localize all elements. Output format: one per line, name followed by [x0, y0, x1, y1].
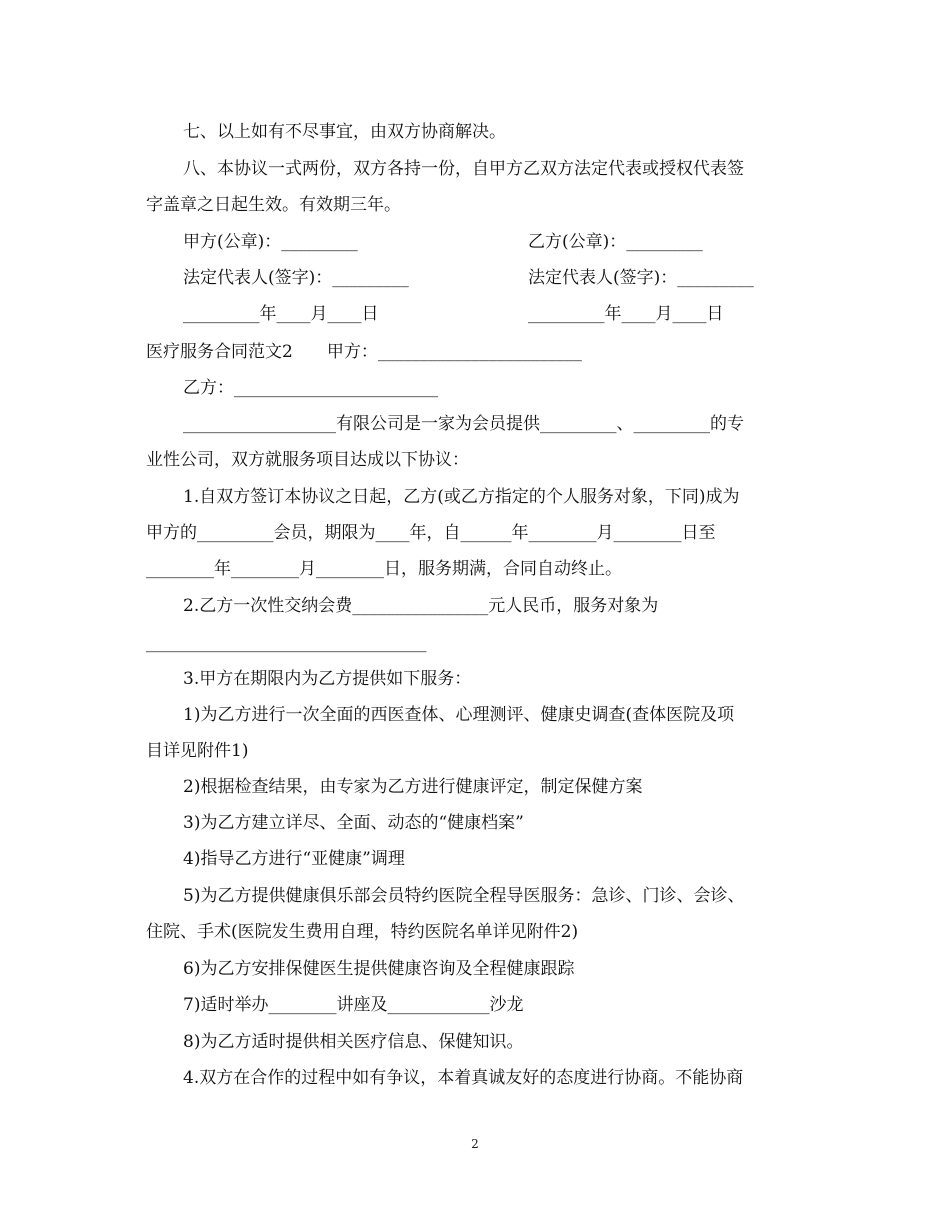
item-2-line-2: _________________________________ — [146, 633, 427, 653]
clause-8-line-2: 字盖章之日起生效。有效期三年。 — [146, 195, 401, 215]
item-1-line-2: 甲方的_________会员，期限为____年，自______年________月________日至 — [146, 523, 716, 543]
item-4-line-1: 4.双方在合作的过程中如有争议，本着真诚友好的态度进行协商。不能协商 — [183, 1068, 744, 1088]
page-number: 2 — [471, 1137, 479, 1151]
service-5-line-1: 5)为乙方提供健康俱乐部会员特约医院全程导医服务：急诊、门诊、会诊、 — [183, 886, 745, 906]
service-2: 2)根据检查结果，由专家为乙方进行健康评定，制定保健方案 — [183, 777, 643, 797]
sample-2-title-party-a: 医疗服务合同范文2 甲方：________________________ — [146, 342, 582, 362]
service-1-line-1: 1)为乙方进行一次全面的西医查体、心理测评、健康史调查(查体医院及项 — [183, 705, 735, 725]
party-a-date: _________年____月____日 — [183, 304, 379, 324]
clause-8-line-1: 八、本协议一式两份，双方各持一份，自甲方乙双方法定代表或授权代表签 — [183, 159, 744, 179]
clause-7: 七、以上如有不尽事宜，由双方协商解决。 — [183, 122, 506, 142]
item-3: 3.甲方在期限内为乙方提供如下服务： — [183, 669, 472, 689]
party-b-representative: 法定代表人(签字)：_________ — [528, 268, 754, 288]
party-b-date: _________年____月____日 — [528, 304, 724, 324]
service-5-line-2: 住院、手术(医院发生费用自理，特约医院名单详见附件2) — [146, 922, 579, 942]
service-6: 6)为乙方安排保健医生提供健康咨询及全程健康跟踪 — [183, 959, 575, 979]
party-a-representative: 法定代表人(签字)：_________ — [183, 268, 409, 288]
item-2-line-1: 2.乙方一次性交纳会费________________元人民币，服务对象为 — [183, 596, 659, 616]
party-b-seal: 乙方(公章)：_________ — [528, 232, 703, 252]
party-a-seal: 甲方(公章)：_________ — [183, 232, 358, 252]
item-1-line-1: 1.自双方签订本协议之日起，乙方(或乙方指定的个人服务对象，下同)成为 — [183, 487, 740, 507]
service-4: 4)指导乙方进行“亚健康”调理 — [183, 849, 405, 869]
service-7: 7)适时举办________讲座及____________沙龙 — [183, 995, 524, 1015]
service-3: 3)为乙方建立详尽、全面、动态的“健康档案” — [183, 813, 524, 833]
item-1-line-3: ________年________月________日，服务期满，合同自动终止。 — [146, 559, 622, 579]
service-8: 8)为乙方适时提供相关医疗信息、保健知识。 — [183, 1032, 524, 1052]
intro-line-2: 业性公司，双方就服务项目达成以下协议： — [146, 450, 469, 470]
intro-line-1: __________________有限公司是一家为会员提供_________、_________的专 — [183, 414, 744, 434]
service-1-line-2: 目详见附件1) — [146, 741, 249, 761]
sample-2-party-b: 乙方：________________________ — [183, 378, 438, 398]
